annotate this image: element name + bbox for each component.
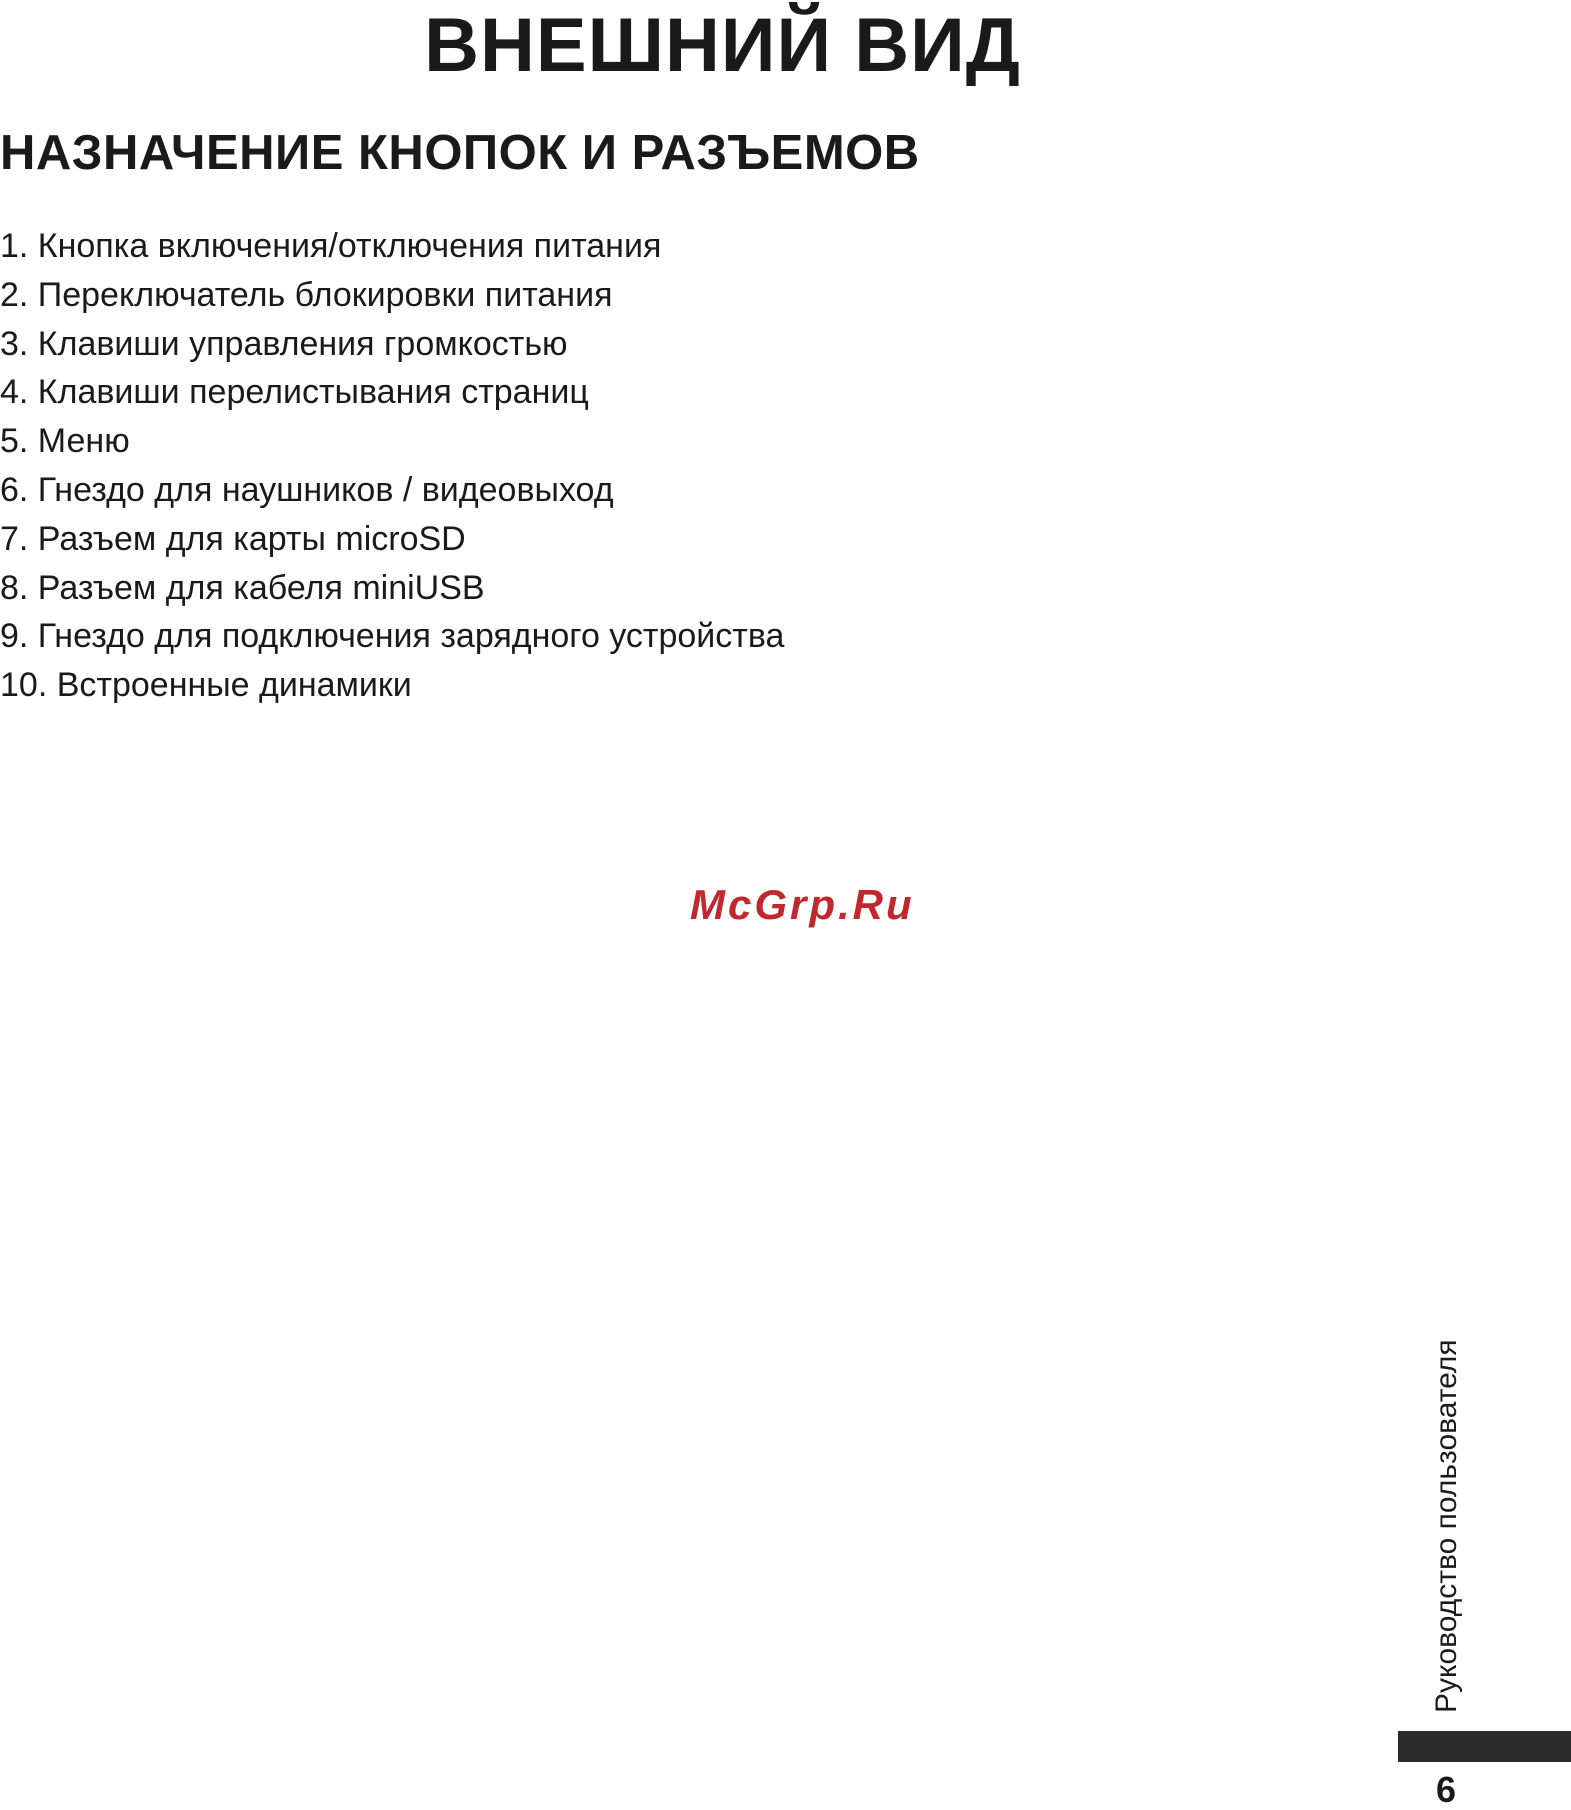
page-title: ВНЕШНИЙ ВИД [424,3,1021,88]
watermark: McGrp.Ru [690,881,915,928]
buttons-connectors-list [0,222,784,710]
section-heading: НАЗНАЧЕНИЕ КНОПОК И РАЗЪЕМОВ [0,126,920,180]
page-number: 6 [1436,1769,1457,1810]
list-item: 5. Меню [0,422,130,461]
list-item: 1. Кнопка включения/отключения питания [0,227,662,265]
side-caption: Руководство пользователя [1430,1339,1463,1713]
list-item: 10. Встроенные динамики [0,666,412,705]
list-item: 9. Гнездо для подключения зарядного устройства [0,617,785,656]
list-item: 3. Клавиши управления громкостью [0,324,568,363]
list-item: 7. Разъем для карты microSD [0,519,466,558]
list-item: 4. Клавиши перелистывания страниц [0,373,589,412]
footer-bar [1398,1731,1571,1762]
list-item: 8. Разъем для кабеля miniUSB [0,568,485,607]
list-item: 2. Переключатель блокировки питания [0,275,613,314]
list-item: 6. Гнездо для наушников / видеовыход [0,470,614,509]
